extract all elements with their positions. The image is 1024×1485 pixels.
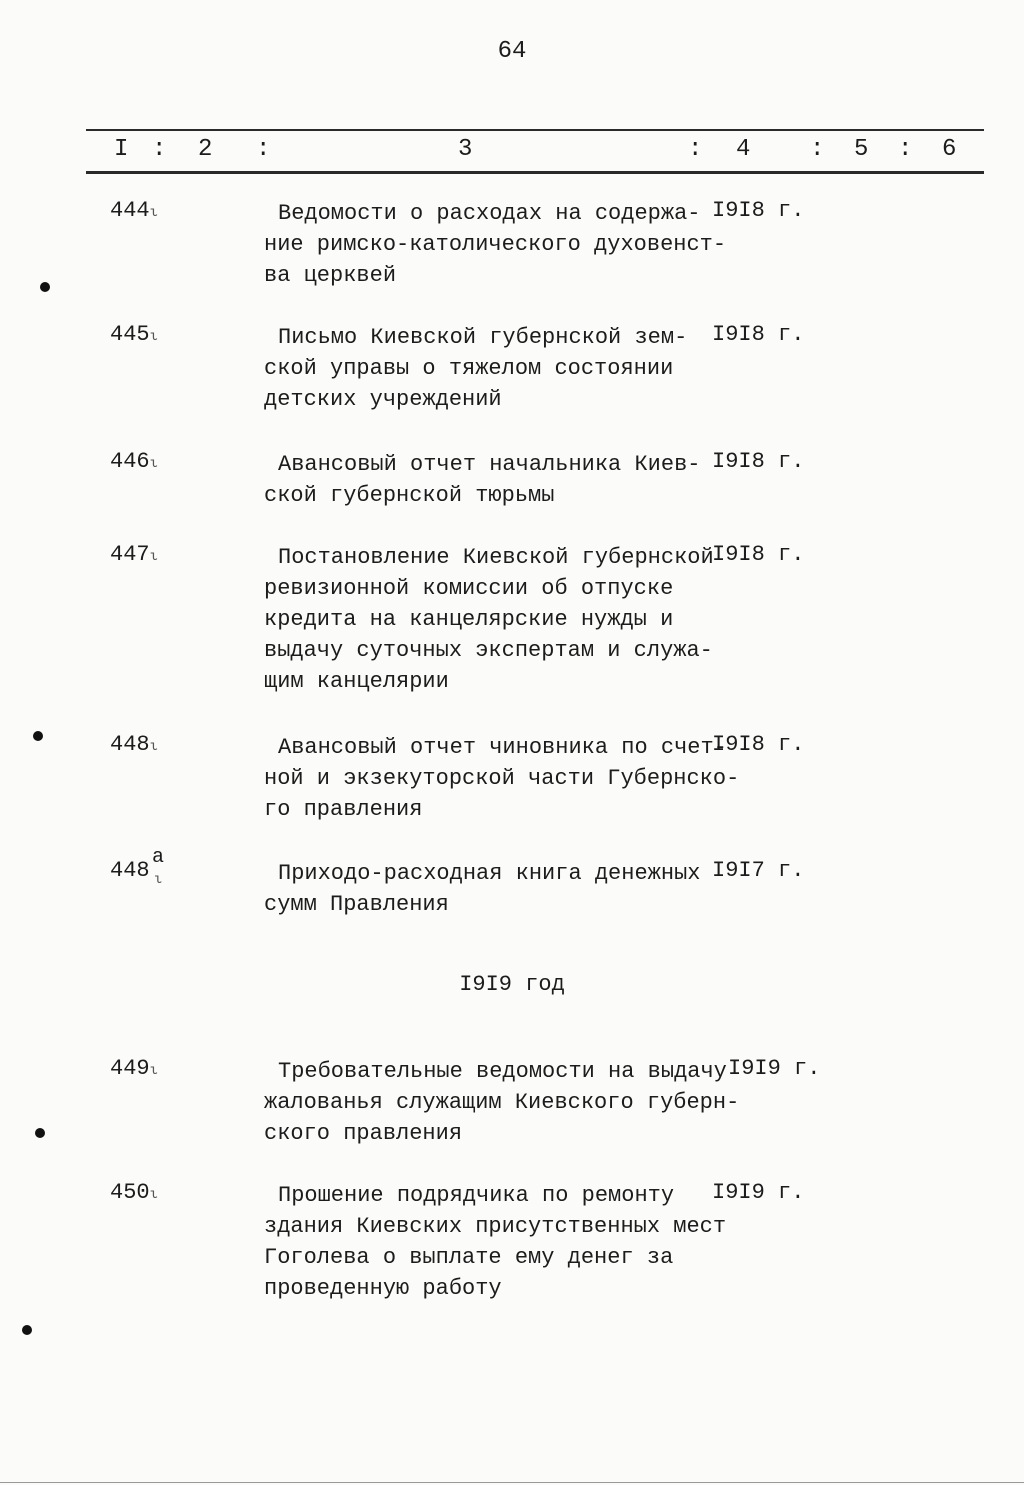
record-date: I9I9 г. <box>712 1180 805 1205</box>
column-header-5: 5 <box>854 136 869 163</box>
page-bottom-edge <box>0 1482 1024 1483</box>
record-number: 448 <box>110 732 150 757</box>
check-mark: ι <box>149 739 159 755</box>
section-heading: I9I9 год <box>459 972 565 997</box>
record-number: 444 <box>110 198 150 223</box>
binder-hole-mark <box>35 1128 45 1138</box>
column-header-row <box>86 136 984 168</box>
binder-hole-mark <box>40 282 50 292</box>
record-number: 450 <box>110 1180 150 1205</box>
record-number: 448 <box>110 858 150 883</box>
record-title: Авансовый отчет чиновника по счет- ной и экзекуторской части Губернско- го правления <box>264 735 740 822</box>
column-separator: : <box>152 136 167 163</box>
binder-hole-mark <box>22 1325 32 1335</box>
record-number: 447 <box>110 542 150 567</box>
column-header-2: 2 <box>198 136 213 163</box>
check-mark: ι <box>149 205 159 221</box>
record-date: I9I7 г. <box>712 858 805 883</box>
table-top-rule <box>86 129 984 131</box>
record-date: I9I8 г. <box>712 732 805 757</box>
binder-hole-mark <box>33 731 43 741</box>
record-number: 449 <box>110 1056 150 1081</box>
column-header-6: 6 <box>942 136 957 163</box>
record-number: 446 <box>110 449 150 474</box>
check-mark: ι <box>149 1063 159 1079</box>
record-title: Ведомости о расходах на содержа- ние римско-католического духовенст- ва церквей <box>264 201 727 288</box>
record-number: 445 <box>110 322 150 347</box>
record-title: Прошение подрядчика по ремонту здания Киевских присутственных мест Гоголева о выплате ему денег за проведенную работу <box>264 1183 727 1301</box>
column-separator: : <box>898 136 913 163</box>
page-number: 64 <box>497 38 527 65</box>
column-header-1: I <box>114 136 129 163</box>
check-mark: ι <box>149 549 159 565</box>
check-mark: ι <box>154 872 163 888</box>
record-title: Письмо Киевской губернской зем- ской управы о тяжелом состоянии детских учреждений <box>264 325 688 412</box>
check-mark: ι <box>149 1187 159 1203</box>
check-mark: ι <box>149 329 159 345</box>
column-separator: : <box>256 136 271 163</box>
record-number-suffix: а <box>152 846 165 869</box>
record-date: I9I8 г. <box>712 449 805 474</box>
record-title: Приходо-расходная книга денежных сумм Правления <box>264 861 701 917</box>
check-mark: ι <box>149 456 159 472</box>
column-header-3: 3 <box>458 136 473 163</box>
column-header-4: 4 <box>736 136 751 163</box>
record-date: I9I8 г. <box>712 322 805 347</box>
record-title: Требовательные ведомости на выдачу жалованья служащим Киевского губерн- ского правления <box>264 1059 740 1146</box>
record-date: I9I8 г. <box>712 198 805 223</box>
column-separator: : <box>810 136 825 163</box>
table-header-rule <box>86 171 984 174</box>
record-title: Постановление Киевской губернской ревизионной комиссии об отпуске кредита на канцелярские нужды и выдачу суточных экспертам и служа- щим канцелярии <box>264 545 714 694</box>
record-title: Авансовый отчет начальника Киев- ской губернской тюрьмы <box>264 452 701 508</box>
record-date: I9I9 г. <box>728 1056 821 1081</box>
column-separator: : <box>688 136 703 163</box>
record-date: I9I8 г. <box>712 542 805 567</box>
